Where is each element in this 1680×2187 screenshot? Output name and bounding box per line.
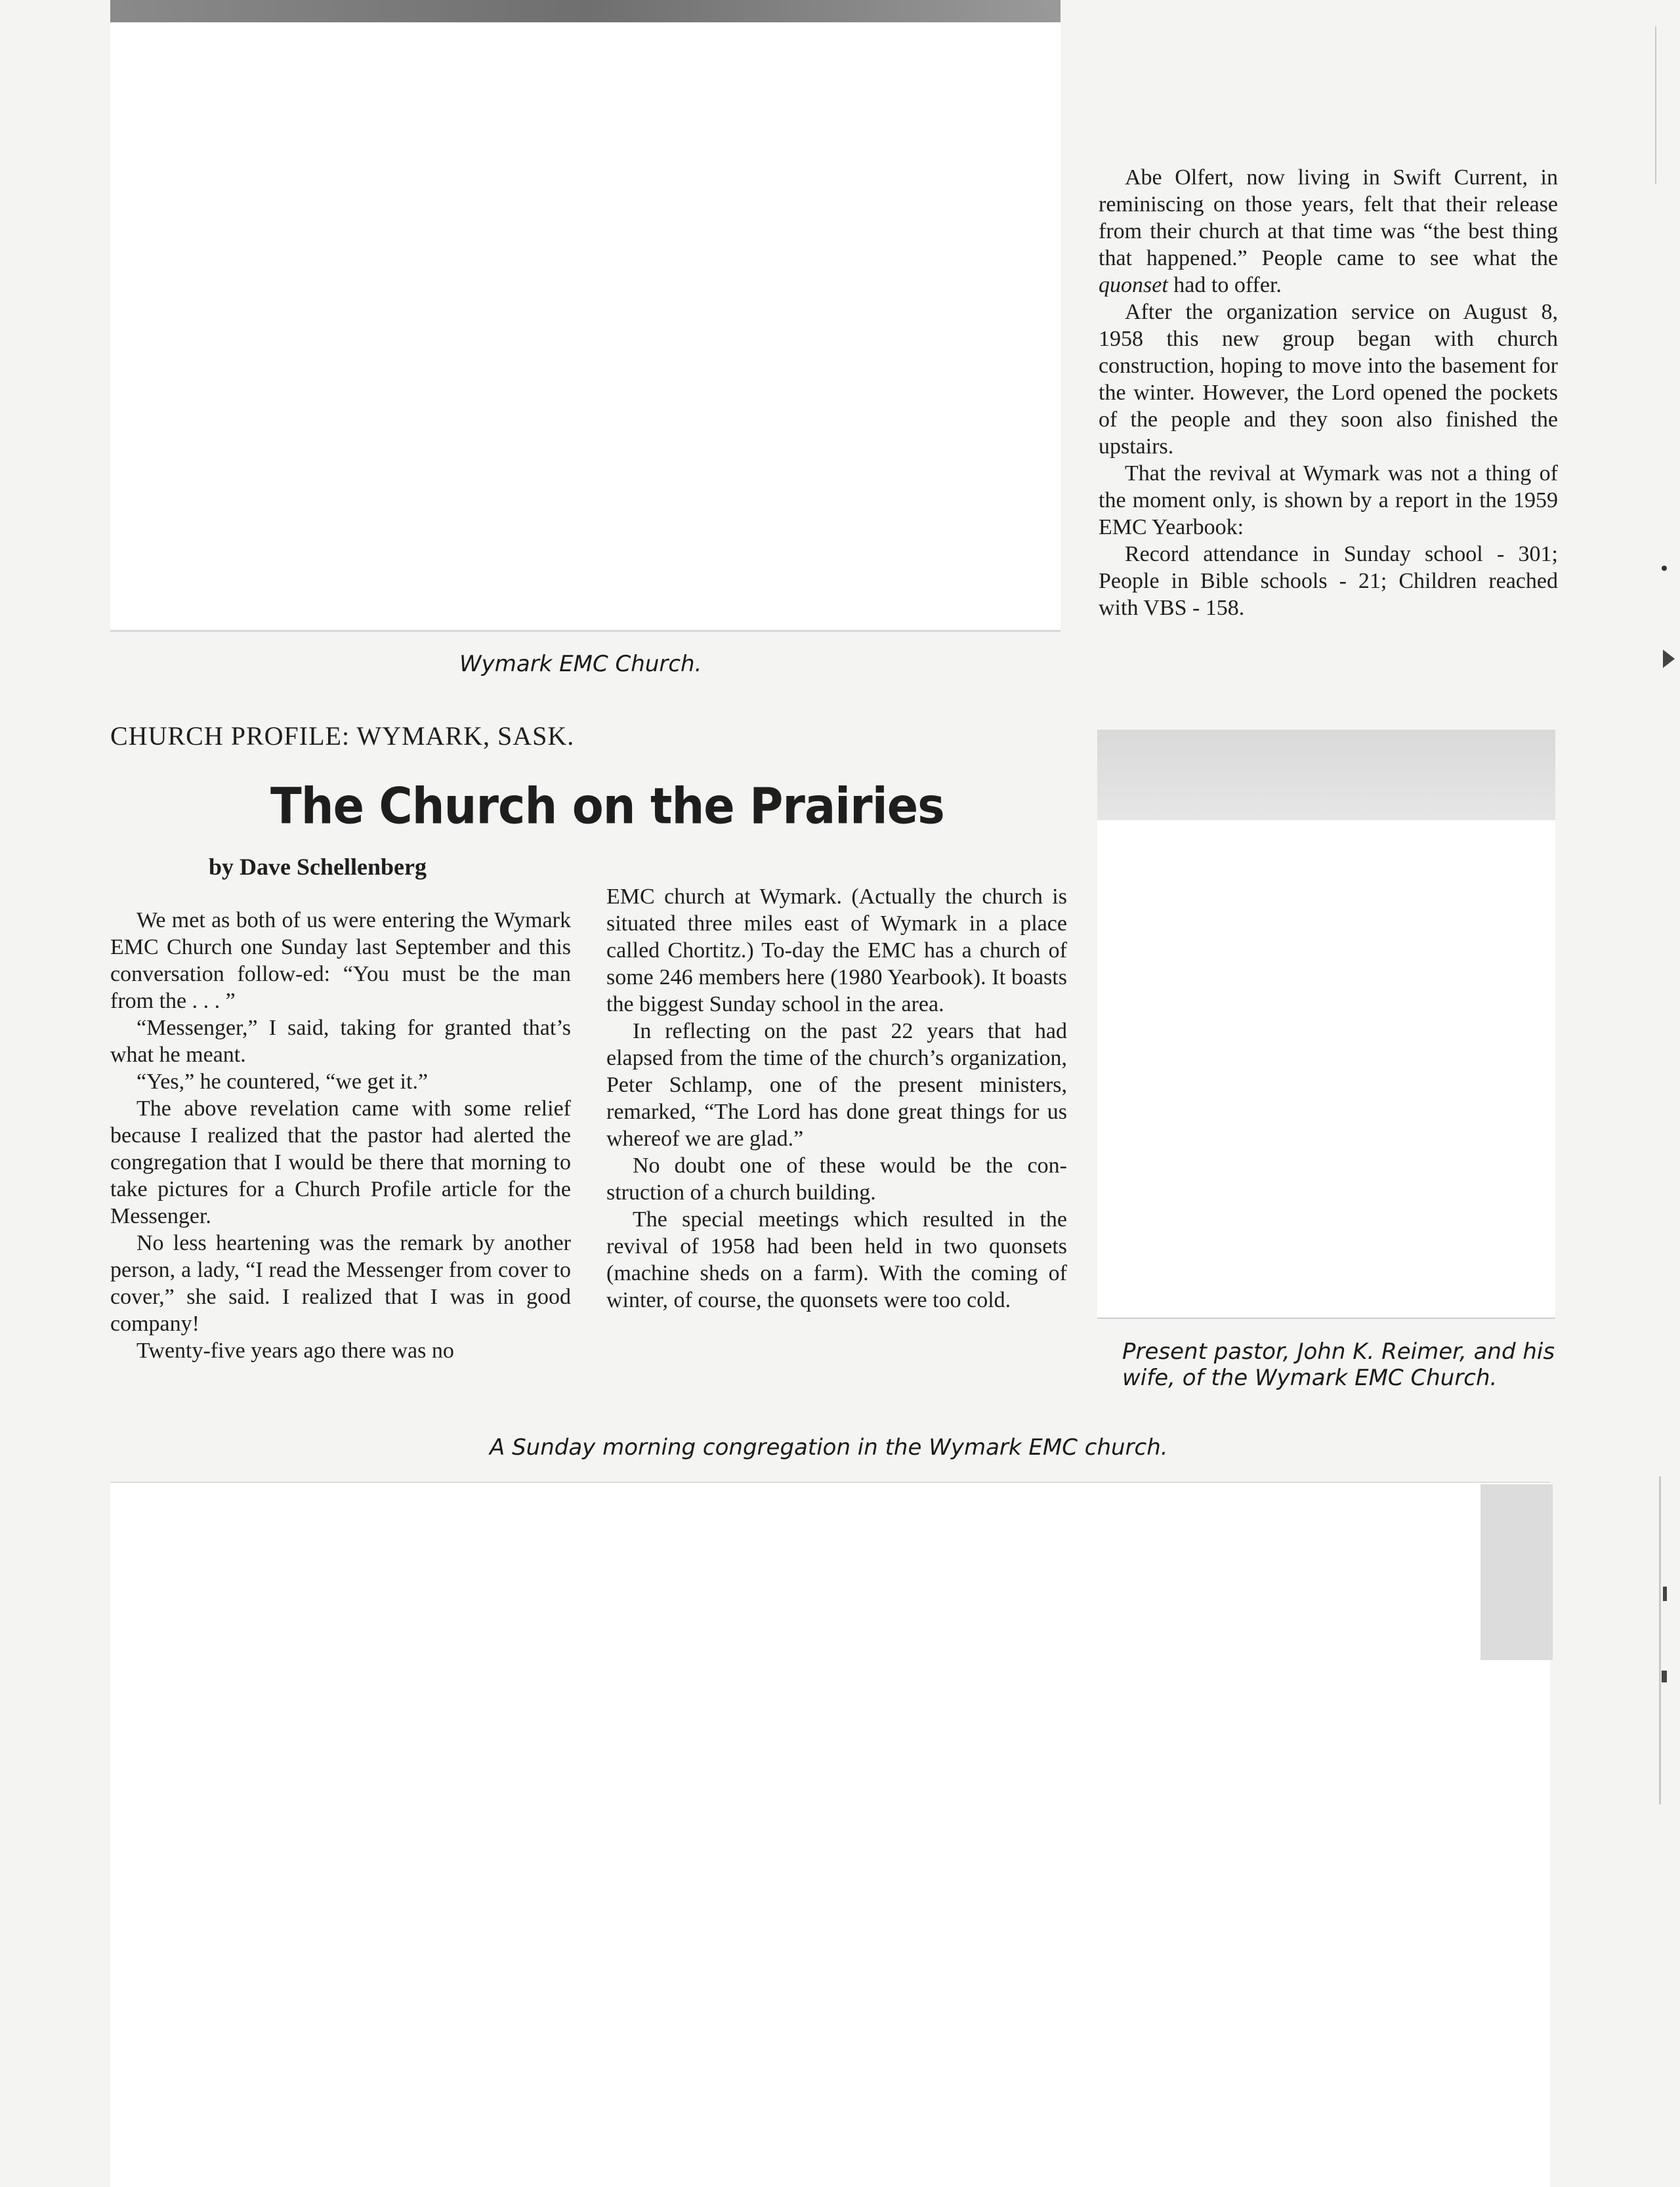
col3-paragraph: Record attendance in Sunday school - 301; People in Bible schools - 21; Children reached with VBS - 158. [1099,542,1558,620]
article-headline: The Church on the Prairies [270,777,944,835]
pastor-photo [1097,820,1555,1319]
col2-paragraph: In reflecting on the past 22 years that had elapsed from the time of the church’s organization, Peter Schlamp, one of the present ministers, remarked, “The Lord has done great things for us whereof we are glad.” [606,1019,1067,1151]
article-kicker: CHURCH PROFILE: WYMARK, SASK. [110,721,575,751]
column-1 [110,907,571,1364]
col3-paragraph: That the revival at Wymark was not a thing of the moment only, is shown by a report in the 1959 EMC Yearbook: [1099,461,1558,539]
col2-paragraph: The special meetings which resulted in the revival of 1958 had been held in two quonsets (machine sheds on a farm). With the coming of winter, of course, the quonsets were too cold. [606,1207,1067,1312]
col1-paragraph: The above revelation came with some relief because I realized that the pastor had alerted the congregation that I would be there that morning to take pictures for a Church Profile article for the Messenger. [110,1096,571,1228]
caption-church-photo: Wymark EMC Church. [459,651,702,677]
congregation-photo [110,1482,1550,2187]
caption-pastor-line-1: Present pastor, John K. Reimer, and his [1122,1339,1555,1365]
caption-pastor-photo [1122,1339,1568,1391]
church-photo [110,22,1060,632]
column-2 [606,883,1067,1314]
col1-paragraph: We met as both of us were entering the Wymark EMC Church one Sunday last September and this conversation follow-ed: “You must be the man from the . . . ” [110,908,571,1013]
italic-word: quonset [1099,273,1168,297]
scan-artifact-line [1659,1476,1661,1804]
scan-speck [1663,650,1675,668]
article-byline: by Dave Schellenberg [209,854,427,880]
caption-pastor-line-2: wife, of the Wymark EMC Church. [1122,1365,1498,1391]
col2-paragraph: EMC church at Wymark. (Actually the church is situated three miles east of Wymark in a place called Chortitz.) To-day the EMC has a church of some 246 members here (1980 Yearbook). It boasts the biggest Sunday school in the area. [606,885,1067,1016]
col1-paragraph: No less heartening was the remark by another person, a lady, “I read the Messenger from cover to cover,” she said. I realized that I was in good company! [110,1231,571,1336]
col3-paragraph: Abe Olfert, now living in Swift Current, in reminiscing on those years, felt that their release from their church at that time was “the best thing that happened.” People came to see what the quonset had to offer. [1099,165,1558,297]
col2-paragraph: No doubt one of these would be the con-struction of a church building. [606,1154,1067,1205]
scan-speck [1662,566,1667,571]
scan-speck [1662,1671,1667,1682]
column-3 [1099,164,1558,621]
col1-paragraph: Twenty-five years ago there was no [136,1339,454,1363]
col1-paragraph: “Yes,” he countered, “we get it.” [136,1070,429,1094]
col3-paragraph: After the organization service on August 8, 1958 this new group began with church construction, hoping to move into the basement for the winter. However, the Lord opened the pockets of the people and they soon also finished the upstairs. [1099,300,1558,459]
scan-artifact-line [1655,26,1656,184]
scan-speck [1663,1587,1667,1601]
congregation-photo-shadow [1480,1484,1553,1660]
caption-congregation-photo: A Sunday morning congregation in the Wymark EMC church. [490,1434,1168,1461]
col1-paragraph: “Messenger,” I said, taking for granted that’s what he meant. [110,1016,571,1067]
photo-top-scan-edge [110,0,1060,22]
pastor-photo-scan-edge [1097,730,1555,820]
